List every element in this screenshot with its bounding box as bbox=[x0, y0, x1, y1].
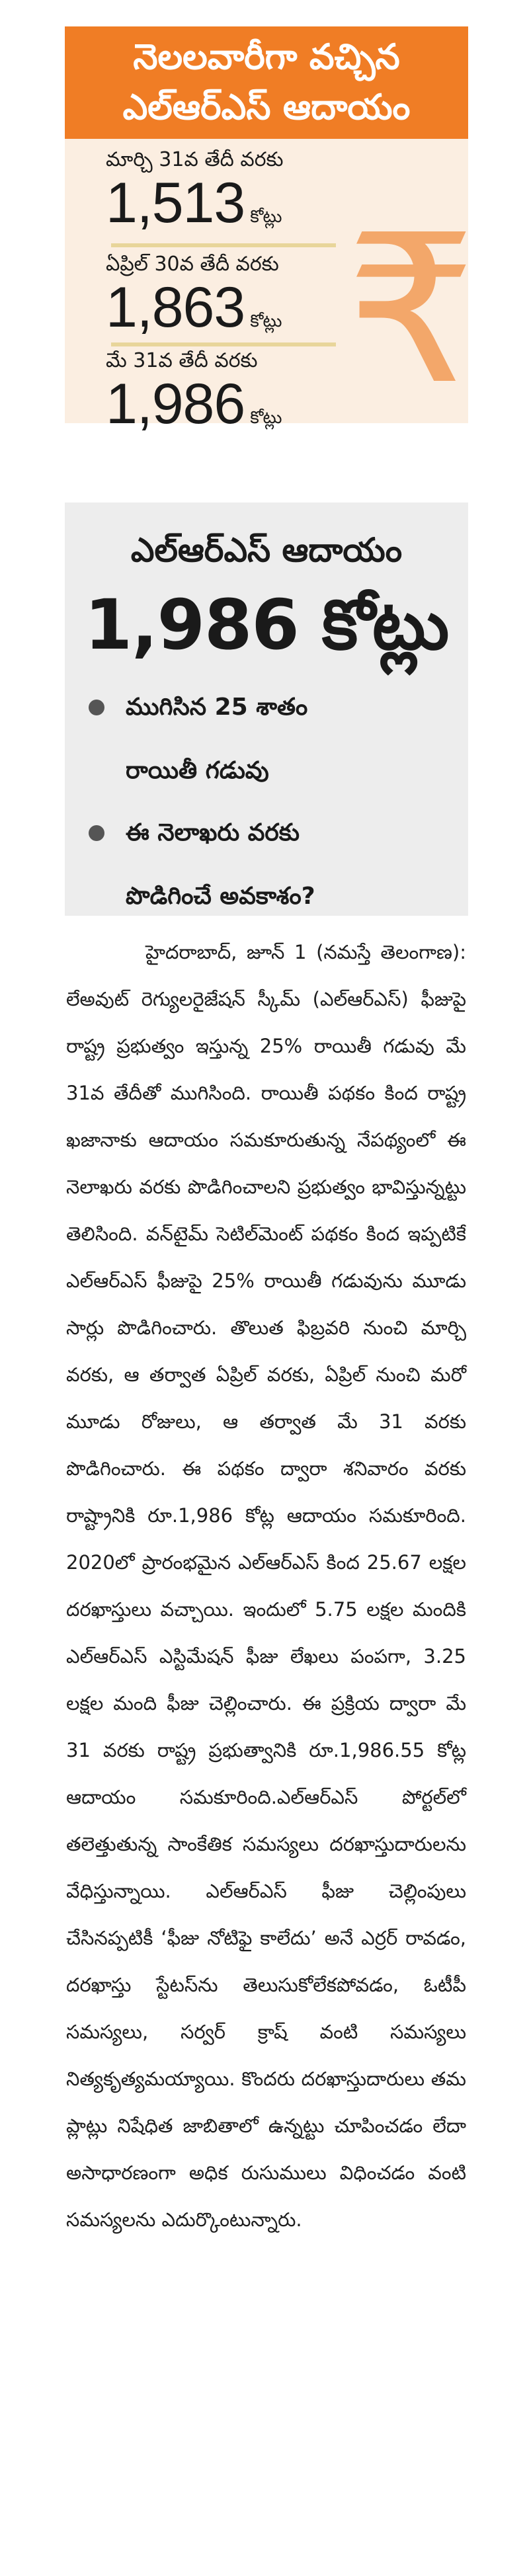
bullet-item bbox=[89, 801, 459, 928]
bullet-line: ఈ నెలాఖరు వరకు bbox=[126, 819, 300, 846]
headline-kicker: ఎల్‌ఆర్‌ఎస్ ఆదాయం bbox=[130, 531, 403, 569]
bullet-line: రాయితీ గడువు bbox=[126, 757, 269, 784]
revenue-infographic bbox=[65, 26, 477, 436]
infographic-heading-line1: నెలలవారీగా వచ్చిన bbox=[133, 37, 400, 77]
bullet-dot-icon bbox=[89, 700, 104, 715]
stat-label: మే 31వ తేదీ వరకు bbox=[106, 349, 258, 372]
bullet-line: పొడిగించే అవకాశం? bbox=[126, 883, 315, 910]
stat-value: 1,863 bbox=[106, 276, 245, 339]
bullet-line: ముగిసిన 25 శాతం bbox=[126, 694, 308, 721]
stat-april bbox=[106, 251, 282, 337]
article-body: హైదరాబాద్, జూన్ 1 (నమస్తే తెలంగాణ): లేఅవుట్ రెగ్యులరైజేషన్ స్కీమ్ (ఎల్‌ఆర్‌ఎస్) ఫీజుపై రాష్ట్ర ప్రభుత్వం ఇస్తున్న 25% రాయితీ గడువు మే 31వ తేదీతో ముగిసింది. రాయితీ పథకం కింద రాష్ట్ర ఖజానాకు ఆదాయం సమకూరుతున్న నేపథ్యంలో ఈ నెలాఖరు వరకు పొడిగించాలని ప్రభుత్వం భావిస్తున్నట్టు తెలిసింది. వన్‌టైమ్ సెటిల్‌మెంట్ పథకం కింద ఇప్పటికే ఎల్‌ఆర్‌ఎస్ ఫీజుపై 25% రాయితీ గడువును మూడు సార్లు పొడిగించారు. తొలుత ఫిబ్రవరి నుంచి మార్చి వరకు, ఆ తర్వాత ఏప్రిల్ వరకు, ఏప్రిల్ నుంచి మరో మూడు రోజులు, ఆ తర్వాత మే 31 వరకు పొడిగించారు. ఈ పథకం ద్వారా శనివారం వరకు రాష్ట్రానికి రూ.1,986 కోట్ల ఆదాయం సమకూరింది. 2020లో ప్రారంభమైన ఎల్‌ఆర్‌ఎస్ కింద 25.67 లక్షల దరఖాస్తులు వచ్చాయి. ఇందులో 5.75 లక్షల మందికి ఎల్‌ఆర్‌ఎస్ ఎస్టిమేషన్ ఫీజు లేఖలు పంపగా, 3.25 లక్షల మంది ఫీజు చెల్లించారు. ఈ ప్రక్రియ ద్వారా మే 31 వరకు రాష్ట్ర ప్రభుత్వానికి రూ.1,986.55 కోట్ల ఆదాయం సమకూరింది.ఎల్‌ఆర్‌ఎస్ పోర్టల్‌లో తలెత్తుతున్న సాంకేతిక సమస్యలు దరఖాస్తుదారులను వేధిస్తున్నాయి. ఎల్‌ఆర్‌ఎస్ ఫీజు చెల్లింపులు చేసినప్పటికీ ‘ఫీజు నోటిఫై కాలేదు’ అనే ఎర్రర్ రావడం, దరఖాస్తు స్టేటస్‌ను తెలుసుకోలేకపోవడం, ఓటీపీ సమస్యలు, సర్వర్ క్రాష్ వంటి సమస్యలు నిత్యకృత్యమయ్యాయి. కొందరు దరఖాస్తుదారులు తమ ప్లాట్లు నిషేధిత జాబితాలో ఉన్నట్టు చూపించడం లేదా అసాధారణంగా అధిక రుసుములు విధించడం వంటి సమస్యలను ఎదుర్కొంటున్నారు. bbox=[66, 941, 466, 2231]
stat-divider bbox=[111, 243, 336, 247]
rupee-icon: ₹ bbox=[346, 191, 477, 430]
stat-unit: కోట్లు bbox=[250, 207, 282, 227]
stat-divider bbox=[111, 342, 336, 346]
infographic-heading-line2: ఎల్‌ఆర్‌ఎస్ ఆదాయం bbox=[122, 87, 411, 128]
stat-value: 1,986 bbox=[106, 372, 245, 436]
stat-value: 1,513 bbox=[106, 171, 245, 235]
stat-unit: కోట్లు bbox=[250, 408, 282, 428]
headline-main: 1,986 కోట్లు bbox=[84, 584, 449, 665]
stat-label: మార్చి 31వ తేదీ వరకు bbox=[106, 148, 284, 171]
stat-label: ఏప్రిల్ 30వ తేదీ వరకు bbox=[106, 253, 279, 276]
bullet-dot-icon bbox=[89, 825, 104, 841]
stat-march bbox=[106, 147, 284, 233]
stat-unit: కోట్లు bbox=[250, 311, 282, 331]
stat-may bbox=[106, 348, 282, 434]
headline-block bbox=[65, 503, 468, 916]
infographic-header bbox=[65, 26, 468, 139]
bullet-item bbox=[89, 676, 459, 803]
